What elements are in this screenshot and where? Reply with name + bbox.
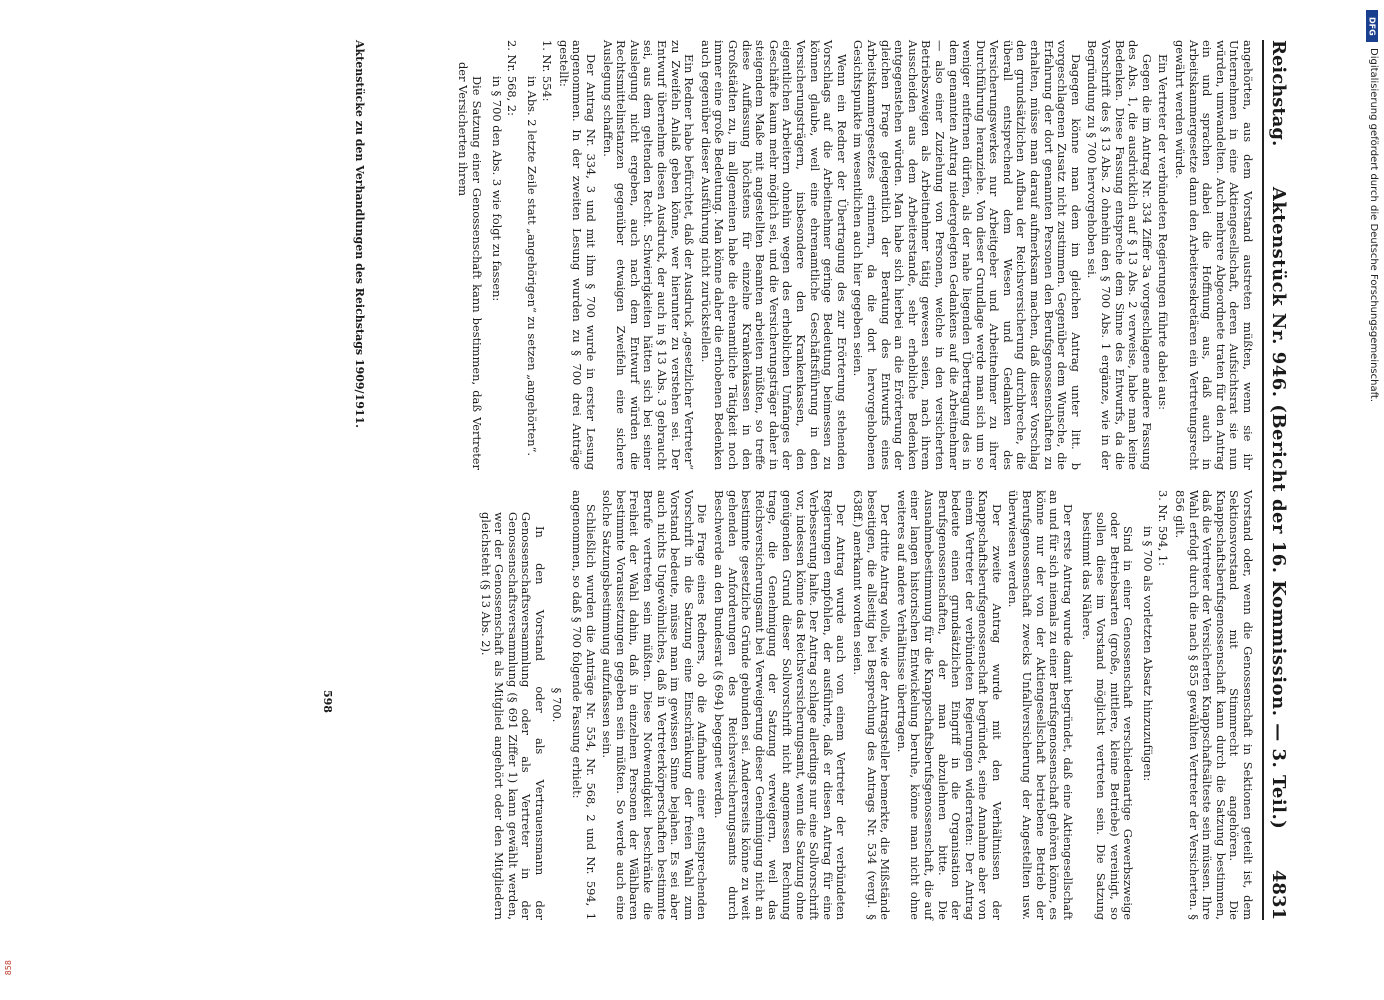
archive-stamp: 858 [4, 960, 13, 976]
header-page-number: 4831 [1268, 869, 1289, 920]
section-sign: § 700. [550, 687, 565, 723]
paragraph: Vorstand oder, wenn die Genossenschaft in Sektionen geteilt ist, dem Sektionsvorstand mit Stimmrecht angehören. Die Knappschaftsberufsgenossenschaft kann durch die Satzung bestimmen, daß die Vertreter der Versicherten Knappschaftsälteste sein müssen. Ihre Wahl erfolgt durch die nach § 855 gewählten Vertreter der Versicherten. § 856 gilt. [1173, 490, 1255, 920]
motion-quote: Sind in einer Genossenschaft verschiedenartige Gewerbszweige oder Betriebsarten (große, mittlere, kleine Betriebe) vereinigt, so sollen diese im Vorstand möglichst vertreten sein. Die Satzung bestimmt das Nähere. [1080, 512, 1136, 920]
paragraph: Der Antrag Nr. 334, 3 und mit ihm § 700 wurde in erster Lesung angenommen. In der zweiten Lesung wurden zu § 700 drei Anträge gestellt: [556, 40, 599, 470]
paragraph: Der Antrag wurde auch von einem Vertreter der verbündeten Regierungen empfohlen, der ausführte, daß er diesen Antrag für eine Verbesserung halte. Der Antrag schlage allerdings nur eine Sollvorschrift vor, indessen könne das Reichsversicherungsamt, wenn die Satzung ohne genügenden Grund dieser Sollvorschrift nicht angemessen Rechnung trage, die Genehmigung der Satzung verweigern, weil das Reichsversicherungsamt bei Verweigerung dieser Genehmigung nicht an bestimmte gesetzliche Gründe gebunden sei. Andererseits könne zu weit gehenden Anforderungen des Reichsversicherungsamts durch Beschwerde an den Bundesrat (§ 694) begegnet werden. [712, 490, 849, 920]
motion-text: in § 700 den Abs. 3 wie folgt zu fassen: [489, 76, 504, 302]
paragraph: Schließlich wurden die Anträge Nr. 554, Nr. 568, 2 und Nr. 594, 1 angenommen, so daß § 700 folgende Fassung erhielt: [570, 490, 598, 920]
paragraph: Ein Redner habe befürchtet, daß der Ausdruck „gesetzlicher Vertreter“ zu Zweifeln Anlaß geben könne, wer hierunter zu verstehen sei. Der Entwurf übernehme diesen Ausdruck, der auch in § 13 Abs. 3 gebraucht sei, aus dem geltenden Recht. Schwierigkeiten hätten sich bei seiner Auslegung nicht ergeben, auch nach dem Entwurf würden die Rechtsmittelinstanzen gegenüber etwaigen Zweifeln eine sichere Auslegung schaffen. [600, 40, 697, 470]
header-title: Aktenstück Nr. 946. (Bericht der 16. Kommission. — 3. Teil.) [1268, 186, 1289, 830]
motion-number: 2. Nr. 568, 2: [505, 40, 520, 116]
motion-number: 3. Nr. 594, 1: [1156, 490, 1171, 566]
paragraph: Der dritte Antrag wolle, wie der Antragsteller bemerkte, die Mißstände beseitigen, die allseitig bei Besprechung des Antrags Nr. 534 (vergl. § 638ff.) anerkannt worden seien. [850, 490, 893, 920]
paragraph: Gegen die im Antrag Nr. 334 Ziffer 3a vorgeschlagene andere Fassung des Abs. 1, die ausdrücklich auf § 13 Abs. 2 verweise, habe man keine Bedenken. Diese Fassung entspreche dem Sinne des Entwurfs, da die Vorschrift des § 13 Abs. 2 ohnehin den § 700 Abs. 1 ergänze, wie in der Begründung zu § 700 hervorgehoben sei. [1085, 40, 1154, 470]
paragraph: Der erste Antrag wurde damit begründet, daß eine Aktiengesellschaft an und für sich niemals zu einer Berufsgenossenschaft gehören könne, es könne nur der von der Aktiengesellschaft betriebene Betrieb der Berufsgenossenschaft zwecks Unfallversicherung der Angestellten usw. überwiesen werden. [1006, 490, 1075, 920]
left-column [450, 40, 1254, 470]
final-text: In den Vorstand oder als Vertrauensmann der Genossenschaftsversammlung oder als Vertreter in der Genossenschaftsversammlung (§ 691 Ziffer 1) kann gewählt werden, wer der Genossenschaft als Mitglied angehört oder den Mitgliedern gleichsteht (§ 13 Abs. 2). [478, 512, 547, 920]
motion-text: in Abs. 2 letzte Zeile statt „angehörigen“ zu setzen „angehörten“. [524, 76, 539, 457]
paragraph: Ein Vertreter der verbündeten Regierungen führte dabei aus: [1156, 54, 1171, 410]
motion-number: 1. Nr. 554: [540, 40, 555, 102]
right-column [472, 490, 1254, 920]
motion-quote: Die Satzung einer Genossenschaft kann bestimmen, daß Vertreter der Versicherten ihrem [456, 62, 484, 470]
paragraph: Der zweite Antrag wurde mit den Verhältnissen der Knappschaftsberufsgenossenschaft begründet, seine Annahme aber von einem Vertreter der verbündeten Regierungen widerraten: Der Antrag bedeute einen grundsätzlichen Eingriff in die Organisation der Berufsgenossenschaften, der man abzulehnen bitte. Die Ausnahmebestimmung für die Knappschaftsberufsgenossenschaft, die auf einer langen historischen Entwickelung beruhe, könne man nicht ohne weiteres auf andere Verhältnisse übertragen. [894, 490, 1004, 920]
digitization-notice: Digitalisierung gefördert durch die Deutsche Forschungsgemeinschaft. [1368, 48, 1379, 403]
paragraph: Die Frage eines Redners, ob die Aufnahme einer entsprechenden Vorschrift in die Satzung eine Einschränkung der freien Wahl zum Vorstand bedeute, müsse man im gewissen Sinne bejahen. Es sei aber auch nichts Ungewöhnliches, daß in Vertreterkörperschaften bestimmte Berufe vertreten sein müßten. Diese Notwendigkeit beschränke die Freiheit der Wahl dahin, daß in einzelnen Personen der Wählbaren bestimmte Voraussetzungen gegeben sein müßten. So werde auch eine solche Satzungsbestimmung aufzufassen sein. [600, 490, 710, 920]
footer-page-number: 598 [321, 690, 334, 713]
dfg-logo-icon: DFG [1366, 10, 1378, 42]
paragraph: Dagegen könne man dem im gleichen Antrag unter litt. b vorgeschlagenen Zusatz nicht zustimmen. Gegenüber dem Wunsche, die Erfahrung der dort genannten Personen den Berufsgenossenschaften zu erhalten, müsse man darauf aufmerksam machen, daß dieser Vorschlag den grundsätzlichen Aufbau der Reichsversicherung durchbreche, die überall entsprechend dem Wesen und Gedanken des Versicherungswerkes nur Arbeitgeber und Arbeitnehmer zu ihrer Durchführung heranziehe. Von dieser Grundlage werde man sich um so weniger entfernen dürfen, als der nahe liegenden Übertragung des in dem genannten Antrag niedergelegten Gedankens auf die Arbeitnehmer — also einer Zuziehung von Personen, welche in den versicherten Betriebszweigen als Arbeitnehmer tätig gewesen seien, nach ihrem Ausscheiden aus dem Arbeiterstande, sehr erhebliche Bedenken entgegenstehen würden. Man habe sich hierbei an die Erörterung der gleichen Frage gelegentlich der Beratung des Entwurfs eines Arbeitskammergesetzes erinnern, da die dort hervorgehobenen Gesichtspunkte im wesentlichen auch hier gegeben seien. [851, 40, 1083, 470]
paragraph: Wenn ein Redner der Übertragung des zur Erörterung stehenden Vorschlags auf die Arbeitnehmer geringe Bedeutung beimessen zu können glaube, weil eine ehrenamtliche Geschäftsführung in den Versicherungsträgern, insbesondere den Krankenkassen, den eigentlichen Arbeitern ohnehin wegen des erheblichen Umfanges der Geschäfte kaum mehr möglich sei, und die Versicherungsträger daher in steigendem Maße mit angestellten Beamten arbeiten müßten, so treffe diese Auffassung höchstens für einzelne Krankenkassen in den Großstädten zu, im allgemeinen habe die ehrenamtliche Tätigkeit noch immer eine große Bedeutung. Man könne daher die erhobenen Bedenken auch gegenüber dieser Ausführung nicht zurückstellen. [698, 40, 849, 470]
header-left: Reichstag. [1268, 40, 1289, 147]
footer: Aktenstücke zu den Verhandlungen des Reichstags 1909/1911. [353, 40, 366, 428]
running-head [1262, 40, 1302, 920]
motion-text: in § 700 als vorletzten Absatz hinzuzufügen: [1140, 526, 1155, 782]
paragraph: angehörten, aus dem Vorstand austreten müßten, wenn sie ihr Unternehmen in eine Aktiengesellschaft, deren Aufsichtsrat sie nun würden, umwandelten. Auch mehrere Abgeordnete traten für den Antrag ein und sprachen dabei die Hoffnung aus, daß auch in Arbeitskammergesetze dann den Arbeitersekretären ein Vertretungsrecht gewährt werden würde. [1173, 40, 1255, 470]
